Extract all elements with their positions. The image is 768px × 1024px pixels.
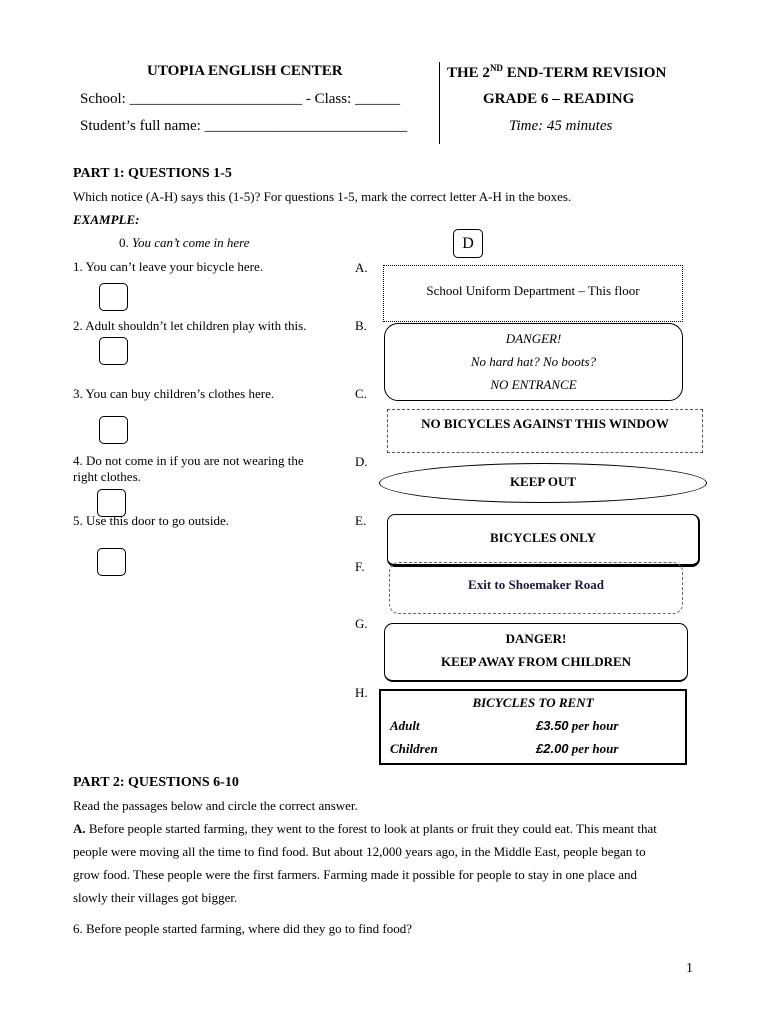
notice-g-line-1: DANGER! [505, 631, 567, 646]
school-class-field: School: _______________________ - Class: ______ [80, 91, 401, 107]
answer-box-2[interactable] [99, 337, 128, 365]
letter-h: H. [355, 685, 368, 700]
notice-c [387, 409, 703, 453]
question-2: 2. Adult shouldn’t let children play with this. [73, 318, 307, 333]
revision-title: THE 2ND END-TERM REVISION [447, 63, 667, 81]
notice-f-text: Exit to Shoemaker Road [468, 577, 604, 592]
notice-c-text: NO BICYCLES AGAINST THIS WINDOW [421, 416, 669, 431]
notice-e-text: BICYCLES ONLY [489, 530, 597, 545]
grade-title: GRADE 6 – READING [483, 91, 635, 107]
notice-f [389, 562, 683, 614]
passage-a-line-1: A. Before people started farming, they went to the forest to look at plants or fruit they could eat. This meant that [73, 821, 657, 836]
notice-b-line-2: No hard hat? No boots? [470, 354, 597, 369]
header-divider [439, 62, 440, 144]
letter-a: A. [355, 260, 368, 275]
student-name-field: Student’s full name: ___________________________ [80, 118, 408, 134]
question-3: 3. You can buy children’s clothes here. [73, 386, 275, 401]
notice-e [387, 514, 700, 567]
part2-instruction: Read the passages below and circle the correct answer. [73, 798, 358, 813]
part1-instruction: Which notice (A-H) says this (1-5)? For questions 1-5, mark the correct letter A-H in the boxes. [73, 189, 572, 204]
example-answer: D [462, 235, 474, 252]
letter-g: G. [355, 616, 368, 631]
passage-a-line-2: people were moving all the time to find food. But about 12,000 years ago, in the Middle East, people began to [73, 844, 646, 859]
letter-b: B. [355, 318, 367, 333]
question-5: 5. Use this door to go outside. [73, 513, 229, 528]
question-4-cont: right clothes. [73, 469, 141, 484]
notice-h-adult-label: Adult [390, 718, 420, 733]
notice-h-adult-price: £3.50 per hour [536, 718, 619, 733]
letter-d: D. [355, 454, 368, 469]
notice-g-line-2: KEEP AWAY FROM CHILDREN [440, 654, 632, 669]
part1-title: PART 1: QUESTIONS 1-5 [73, 166, 232, 181]
question-1: 1. You can’t leave your bicycle here. [73, 259, 264, 274]
notice-h-children-label: Children [390, 741, 438, 756]
notice-h-children-price: £2.00 per hour [536, 741, 619, 756]
page-number: 1 [686, 961, 693, 976]
notice-d [379, 463, 707, 503]
notice-b-line-1: DANGER! [505, 331, 562, 346]
notice-h-title: BICYCLES TO RENT [472, 695, 594, 710]
passage-a-line-3: grow food. These people were the first farmers. Farming made it possible for people to stay in one place and [73, 867, 638, 882]
letter-c: C. [355, 386, 367, 401]
notice-a [383, 265, 683, 322]
question-4: 4. Do not come in if you are not wearing the [73, 453, 304, 468]
center-name: UTOPIA ENGLISH CENTER [147, 63, 343, 79]
example-label: EXAMPLE: [73, 212, 140, 227]
notice-g [384, 623, 688, 682]
notice-h [379, 689, 687, 765]
answer-box-1[interactable] [99, 283, 128, 311]
letter-e: E. [355, 513, 367, 528]
time-label: Time: 45 minutes [509, 118, 613, 134]
notice-d-text: KEEP OUT [509, 474, 577, 489]
example-answer-box [453, 229, 483, 258]
passage-a-line-4: slowly their villages got bigger. [73, 890, 238, 905]
answer-box-5[interactable] [97, 548, 126, 576]
part2-title: PART 2: QUESTIONS 6-10 [73, 775, 239, 790]
notice-b [384, 323, 683, 401]
letter-f: F. [355, 559, 365, 574]
answer-box-3[interactable] [99, 416, 128, 444]
question-6: 6. Before people started farming, where did they go to find food? [73, 921, 412, 936]
notice-b-line-3: NO ENTRANCE [490, 377, 577, 392]
notice-a-text: School Uniform Department – This floor [426, 283, 640, 298]
example-question: 0. You can’t come in here [119, 235, 250, 250]
